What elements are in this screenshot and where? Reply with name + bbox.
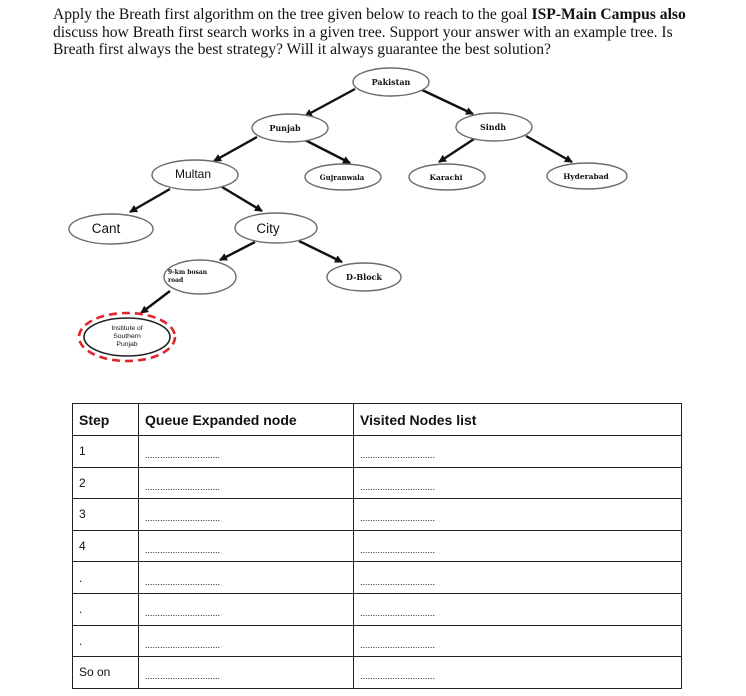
visited-cell xyxy=(354,657,682,689)
table-row xyxy=(73,657,682,689)
node-cant xyxy=(69,214,153,244)
node-bosan-road-label-line2: road xyxy=(168,277,184,284)
edge-punjab-multan xyxy=(214,137,257,161)
header-step: Step xyxy=(73,404,139,436)
visited-placeholder: .............................. xyxy=(360,639,436,650)
edge-sindh-karachi xyxy=(439,139,474,162)
node-dblock-label: D-Block xyxy=(346,272,382,282)
step-cell: 4 xyxy=(73,530,139,562)
step-cell: 3 xyxy=(73,499,139,531)
step-cell: 1 xyxy=(73,436,139,468)
edge-multan-cant xyxy=(130,189,170,212)
node-hyderabad-label: Hyderabad xyxy=(563,172,609,181)
table-header-row xyxy=(73,404,682,436)
node-dblock xyxy=(327,263,401,291)
node-city-label: City xyxy=(256,221,280,236)
node-gujranwala xyxy=(305,164,381,190)
queue-cell xyxy=(139,593,354,625)
node-karachi-label: Karachi xyxy=(429,173,463,182)
node-city xyxy=(235,213,317,243)
node-goal-label-line1: Institute of xyxy=(111,325,143,332)
table-row xyxy=(73,562,682,594)
node-pakistan xyxy=(353,68,429,96)
queue-cell xyxy=(139,467,354,499)
node-cant-label: Cant xyxy=(91,221,121,236)
table-row xyxy=(73,436,682,468)
bfs-steps-table xyxy=(72,403,682,689)
header-queue-expanded-node: Queue Expanded node xyxy=(139,404,354,436)
node-multan xyxy=(152,160,238,190)
visited-cell xyxy=(354,499,682,531)
visited-placeholder: .............................. xyxy=(360,450,436,461)
queue-placeholder: .............................. xyxy=(145,545,221,556)
edge-punjab-gujranwala xyxy=(305,140,350,163)
visited-placeholder: .............................. xyxy=(360,671,436,682)
table-row xyxy=(73,593,682,625)
queue-placeholder: .............................. xyxy=(145,608,221,619)
edge-pakistan-sindh xyxy=(420,89,473,114)
step-cell: So on xyxy=(73,657,139,689)
node-multan-label: Multan xyxy=(174,167,212,181)
visited-placeholder: .............................. xyxy=(360,481,436,492)
edge-city-bosan-road xyxy=(220,242,255,260)
table-row xyxy=(73,625,682,657)
queue-placeholder: .............................. xyxy=(145,576,221,587)
step-cell: . xyxy=(73,593,139,625)
node-gujranwala-label: Gujranwala xyxy=(319,173,365,182)
edge-city-dblock xyxy=(299,241,342,262)
queue-cell xyxy=(139,530,354,562)
visited-placeholder: .............................. xyxy=(360,576,436,587)
step-cell: . xyxy=(73,625,139,657)
table-row xyxy=(73,499,682,531)
visited-cell xyxy=(354,593,682,625)
also-word: also xyxy=(659,6,686,23)
visited-placeholder: .............................. xyxy=(360,608,436,619)
queue-placeholder: .............................. xyxy=(145,481,221,492)
node-punjab-label: Punjab xyxy=(269,123,301,133)
queue-placeholder: .............................. xyxy=(145,671,221,682)
node-bosan-road xyxy=(164,260,236,294)
node-bosan-road-label-line1: 9-km bosan xyxy=(168,269,208,276)
step-cell: . xyxy=(73,562,139,594)
queue-cell xyxy=(139,562,354,594)
node-punjab xyxy=(252,114,328,142)
node-hyderabad xyxy=(547,163,627,189)
queue-cell xyxy=(139,499,354,531)
node-pakistan-label: Pakistan xyxy=(371,77,411,87)
visited-placeholder: .............................. xyxy=(360,513,436,524)
queue-cell xyxy=(139,657,354,689)
visited-cell xyxy=(354,562,682,594)
edge-multan-city xyxy=(222,187,262,211)
header-visited-nodes-list: Visited Nodes list xyxy=(354,404,682,436)
queue-placeholder: .............................. xyxy=(145,513,221,524)
node-goal-label-line2: Southern xyxy=(113,333,141,340)
table-row xyxy=(73,530,682,562)
edge-bosan-road-goal xyxy=(141,291,170,313)
step-cell: 2 xyxy=(73,467,139,499)
question-part2: discuss how Breath first search works in a given tree. Support your answer with an example tree. Is Breath first always the best strategy? Will it always guarantee the best solution? xyxy=(53,23,673,58)
node-goal xyxy=(79,313,175,361)
node-goal-label-line3: Punjab xyxy=(116,341,138,348)
goal-name: ISP-Main Campus xyxy=(531,6,656,23)
queue-cell xyxy=(139,625,354,657)
question-part1: Apply the Breath first algorithm on the tree given below to reach to the goal xyxy=(53,6,532,23)
visited-cell xyxy=(354,530,682,562)
visited-cell xyxy=(354,625,682,657)
node-sindh xyxy=(456,113,532,141)
node-sindh-label: Sindh xyxy=(479,122,507,132)
visited-placeholder: .............................. xyxy=(360,545,436,556)
node-karachi xyxy=(409,164,485,190)
edge-pakistan-punjab xyxy=(305,89,355,116)
table-row xyxy=(73,467,682,499)
queue-cell xyxy=(139,436,354,468)
visited-cell xyxy=(354,467,682,499)
queue-placeholder: .............................. xyxy=(145,639,221,650)
queue-placeholder: .............................. xyxy=(145,450,221,461)
edge-sindh-hyderabad xyxy=(526,136,572,162)
visited-cell xyxy=(354,436,682,468)
